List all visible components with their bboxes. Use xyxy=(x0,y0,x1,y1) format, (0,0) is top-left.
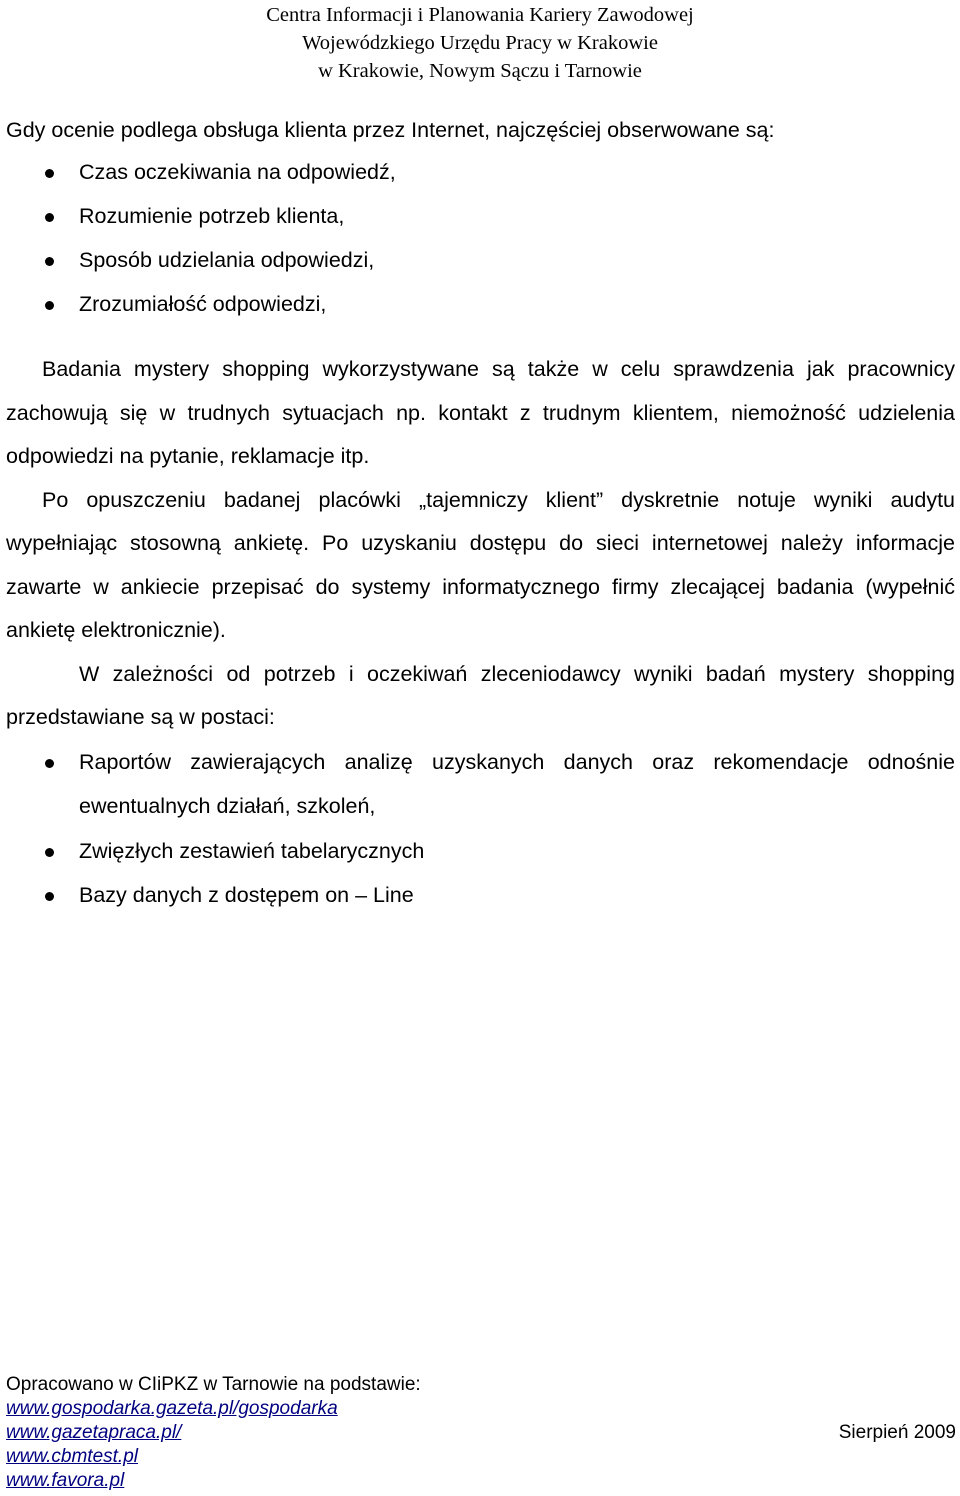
header-line-3: w Krakowie, Nowym Sączu i Tarnowie xyxy=(318,60,642,82)
source-link-favora[interactable]: www.favora.pl xyxy=(6,1470,125,1491)
bullet-icon xyxy=(45,759,54,768)
bullet-icon xyxy=(45,892,54,901)
bullet-icon xyxy=(45,213,54,222)
source-link-cbmtest[interactable]: www.cbmtest.pl xyxy=(6,1446,138,1467)
list-item-text: Czas oczekiwania na odpowiedź, xyxy=(79,160,396,184)
bullet-icon xyxy=(45,169,54,178)
page-footer xyxy=(6,1373,956,1493)
source-link-gazetapraca[interactable]: www.gazetapraca.pl/ xyxy=(6,1422,182,1443)
page-header xyxy=(0,0,960,85)
list-item-text: Raportów zawierających analizę uzyskanych danych oraz rekomendacje odnośnie ewentualnych działań, szkoleń, xyxy=(79,749,955,818)
document-body xyxy=(6,110,955,917)
source-link-gospodarka[interactable]: www.gospodarka.gazeta.pl/gospodarka xyxy=(6,1398,338,1419)
list-item-text: Bazy danych z dostępem on – Line xyxy=(79,882,414,907)
list-item xyxy=(6,282,955,326)
list-item-text: Sposób udzielania odpowiedzi, xyxy=(79,248,375,272)
paragraph-results-forms: W zależności od potrzeb i oczekiwań zleceniodawcy wyniki badań mystery shopping przedstawiane są w postaci: xyxy=(6,661,955,729)
intro-text: Gdy ocenie podlega obsługa klienta przez Internet, najczęściej obserwowane są: xyxy=(6,118,775,142)
list-item xyxy=(6,829,955,873)
bullet-icon xyxy=(45,301,54,310)
header-line-1: Centra Informacji i Planowania Kariery Zawodowej xyxy=(266,4,694,26)
list-item xyxy=(6,740,955,828)
list-item xyxy=(6,238,955,282)
list-item-text: Zwięzłych zestawień tabelarycznych xyxy=(79,838,425,863)
list-item-text: Zrozumiałość odpowiedzi, xyxy=(79,292,327,316)
header-line-2: Wojewódzkiego Urzędu Pracy w Krakowie xyxy=(302,32,658,54)
observed-aspects-list xyxy=(6,150,955,326)
list-item xyxy=(6,194,955,238)
paragraph-mystery-shopping-usage: Badania mystery shopping wykorzystywane są także w celu sprawdzenia jak pracownicy zachowują się w trudnych sytuacjach np. kontakt z trudnym klientem, niemożność udzielenia odpowiedzi na pytanie, reklamacje itp. xyxy=(6,357,955,468)
paragraph-after-visit: Po opuszczeniu badanej placówki „tajemniczy klient” dyskretnie notuje wyniki audytu wypełniając stosowną ankietę. Po uzyskaniu dostępu do sieci internetowej należy informacje zawarte w ankiecie przepisać do systemy informatycznego firmy zlecającej badania (wypełnić ankietę elektronicznie). xyxy=(6,487,955,642)
document-date: Sierpień 2009 xyxy=(838,1422,956,1443)
list-item xyxy=(6,873,955,917)
list-item-text: Rozumienie potrzeb klienta, xyxy=(79,204,345,228)
bullet-icon xyxy=(45,848,54,857)
list-item xyxy=(6,150,955,194)
footer-row xyxy=(6,1421,956,1445)
results-forms-list xyxy=(6,740,955,917)
bullet-icon xyxy=(45,257,54,266)
source-label: Opracowano w CIiPKZ w Tarnowie na podstawie: xyxy=(6,1374,421,1395)
